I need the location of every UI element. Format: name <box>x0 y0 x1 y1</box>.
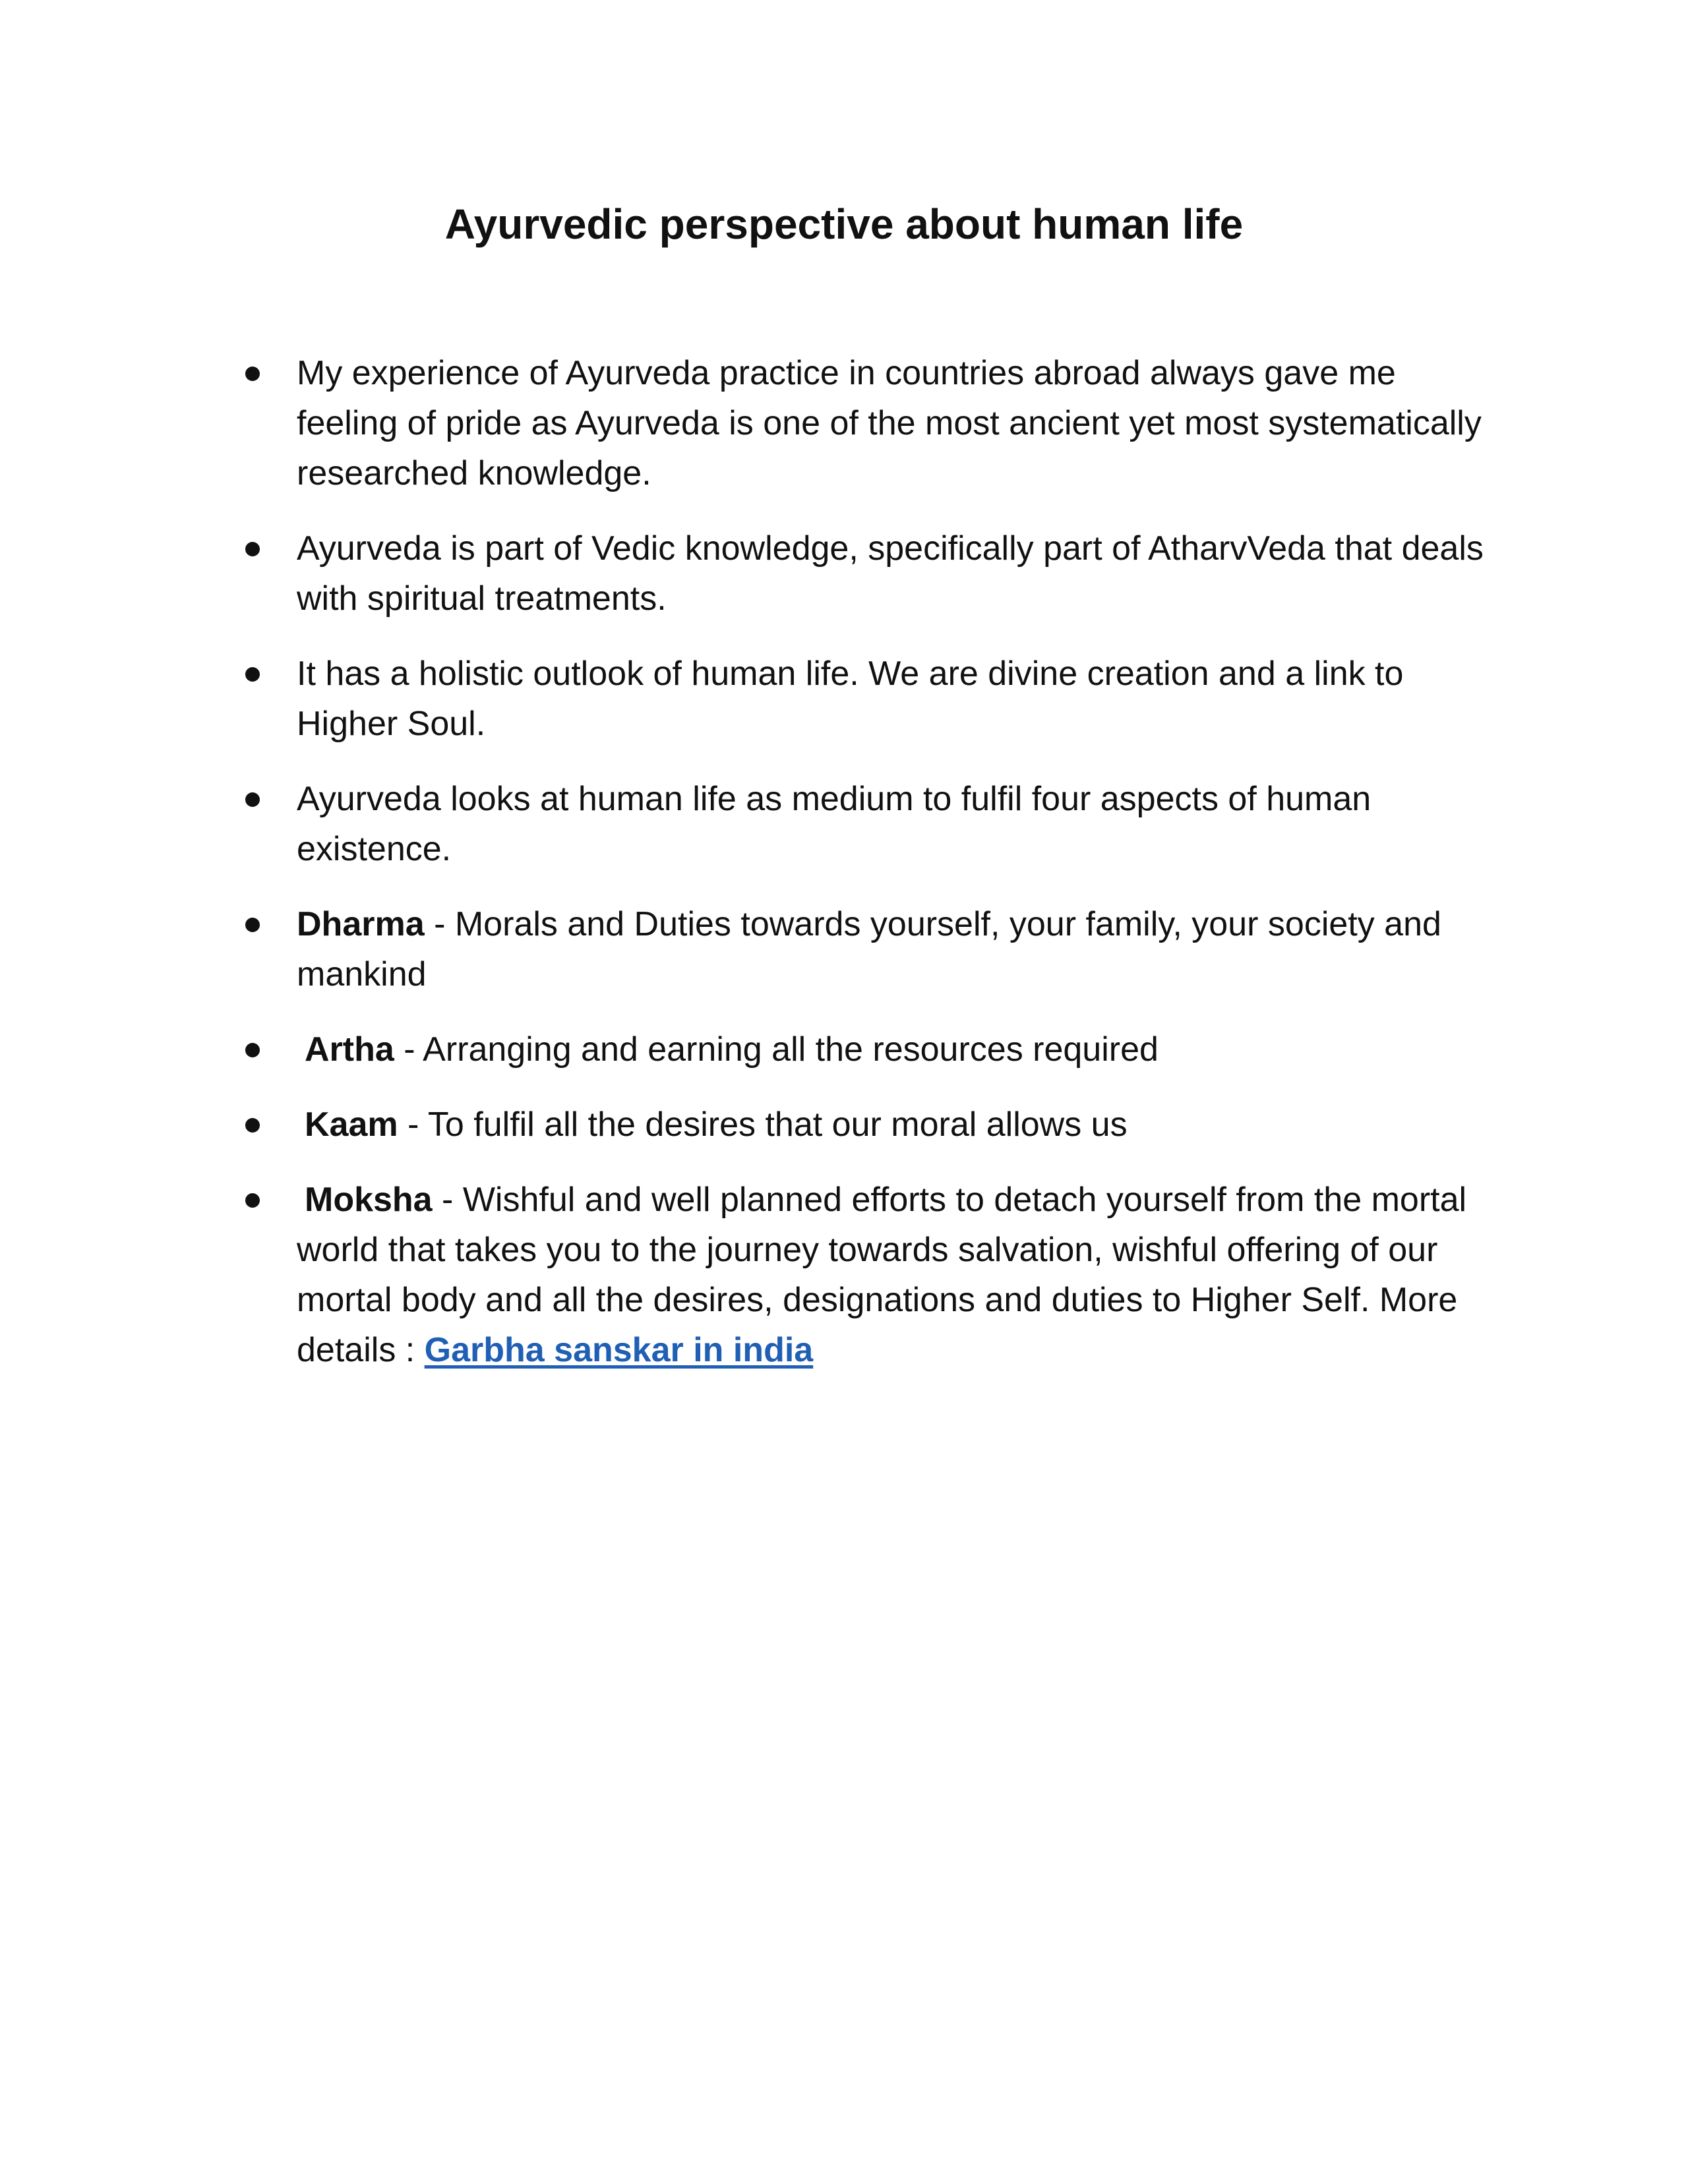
list-item-ayurveda-experience <box>237 348 1490 498</box>
bullet-icon <box>245 542 260 556</box>
term-dharma: Dharma <box>297 905 425 943</box>
bullet-icon <box>245 918 260 932</box>
item-content <box>297 1106 1128 1144</box>
bullet-icon <box>245 1118 260 1133</box>
bullet-icon <box>245 367 260 381</box>
item-content <box>297 1181 1466 1369</box>
bullet-icon <box>245 667 260 682</box>
term-kaam: Kaam <box>305 1106 398 1144</box>
bullet-icon <box>245 792 260 807</box>
bullet-icon <box>245 1193 260 1208</box>
bullet-text: Ayurveda is part of Vedic knowledge, specifically part of AtharvVeda that deals with spiritual treatments. <box>297 529 1484 618</box>
list-item-vedic-knowledge <box>237 523 1490 624</box>
bullet-text: My experience of Ayurveda practice in countries abroad always gave me feeling of pride as Ayurveda is one of the most ancient yet most systematically researched knowledge. <box>297 354 1482 492</box>
bullet-text: It has a holistic outlook of human life. We are divine creation and a link to Higher Soul. <box>297 655 1404 743</box>
item-content <box>297 1030 1159 1069</box>
list-item-holistic-outlook <box>237 649 1490 749</box>
list-item-dharma <box>237 899 1490 999</box>
bullet-list <box>237 348 1490 1400</box>
page-title: Ayurvedic perspective about human life <box>444 200 1244 248</box>
bullet-text: - To fulfil all the desires that our moral allows us <box>398 1106 1128 1144</box>
list-item-moksha <box>237 1175 1490 1375</box>
bullet-text: - Morals and Duties towards yourself, your family, your society and mankind <box>297 905 1441 993</box>
list-item-artha <box>237 1024 1490 1075</box>
list-item-kaam <box>237 1100 1490 1150</box>
bullet-text: - Wishful and well planned efforts to detach yourself from the mortal world that takes you to the journey towards salvation, wishful offering of our mortal body and all the desires, designations and duties to Higher Self. More details : <box>297 1181 1467 1369</box>
term-moksha: Moksha <box>305 1181 433 1219</box>
garbha-sanskar-link[interactable]: Garbha sanskar in india <box>424 1331 814 1369</box>
bullet-text: - Arranging and earning all the resources required <box>394 1030 1159 1069</box>
bullet-text: Ayurveda looks at human life as medium to fulfil four aspects of human existence. <box>297 780 1372 868</box>
bullet-icon <box>245 1043 260 1057</box>
term-artha: Artha <box>305 1030 394 1069</box>
list-item-four-aspects <box>237 774 1490 874</box>
